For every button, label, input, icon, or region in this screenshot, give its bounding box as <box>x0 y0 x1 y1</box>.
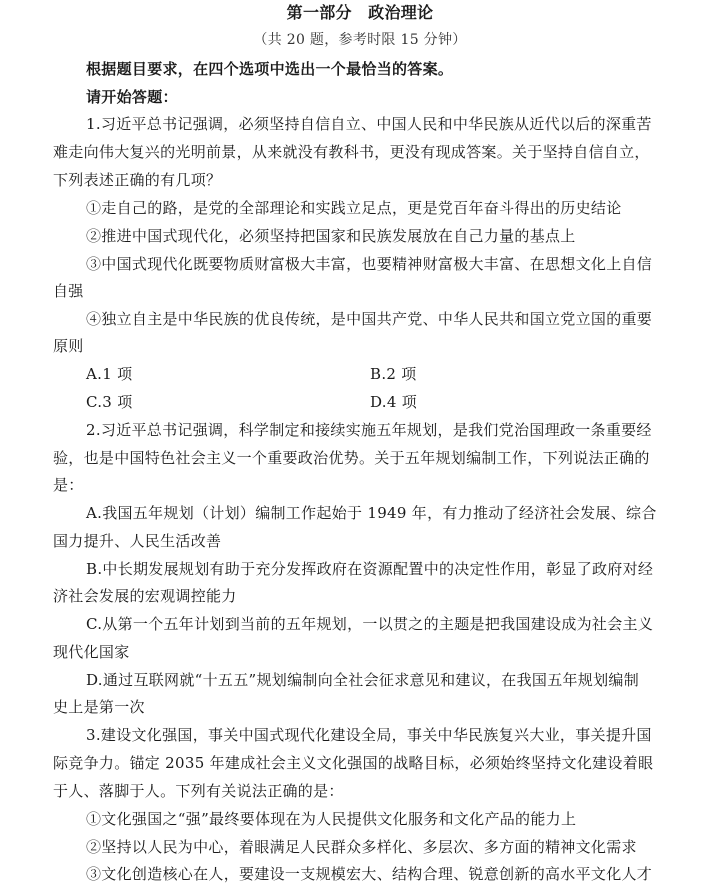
question-1-option-c[interactable]: C.3 项 <box>86 393 133 411</box>
question-1-stem-line: 1.习近平总书记强调，必须坚持自信自立、中国人民和中华民族从近代以后的深重苦 <box>86 115 652 133</box>
question-2-stem-line: 2.习近平总书记强调，科学制定和接续实施五年规划，是我们党治国理政一条重要经 <box>86 421 652 439</box>
question-2-option-d-cont[interactable]: 史上是第一次 <box>53 698 145 716</box>
question-1-statement-2: ②推进中国式现代化，必须坚持把国家和民族发展放在自己力量的基点上 <box>86 227 576 245</box>
question-1-statement-4: ④独立自主是中华民族的优良传统，是中国共产党、中华人民共和国立党立国的重要 <box>86 310 653 328</box>
start-prompt: 请开始答题： <box>86 88 178 106</box>
question-1-option-a[interactable]: A.1 项 <box>86 365 133 383</box>
section-subtitle: （共 20 题，参考时限 15 分钟） <box>253 32 467 48</box>
question-1-statement-1: ①走自己的路，是党的全部理论和实践立足点，更是党百年奋斗得出的历史结论 <box>86 199 622 217</box>
question-3-statement-2: ②坚持以人民为中心，着眼满足人民群众多样化、多层次、多方面的精神文化需求 <box>86 838 637 856</box>
question-3-stem-line: 于人、落脚于人。下列有关说法正确的是： <box>53 782 344 800</box>
question-1-stem-line: 下列表述正确的有几项？ <box>53 171 222 189</box>
question-3-stem-line: 3.建设文化强国，事关中国式现代化建设全局，事关中华民族复兴大业，事关提升国 <box>86 726 652 744</box>
question-2-option-b-cont[interactable]: 济社会发展的宏观调控能力 <box>53 587 237 605</box>
question-1-stem-line: 难走向伟大复兴的光明前景，从来就没有教科书，更没有现成答案。关于坚持自信自立， <box>53 143 650 161</box>
question-2-option-b[interactable]: B.中长期发展规划有助于充分发挥政府在资源配置中的决定性作用，彰显了政府对经 <box>86 560 654 578</box>
question-1-option-b[interactable]: B.2 项 <box>370 365 417 383</box>
question-3-stem-line: 际竞争力。锚定 2035 年建成社会主义文化强国的战略目标，必须始终坚持文化建设着眼 <box>53 754 654 772</box>
question-2-option-d[interactable]: D.通过互联网就“十五五”规划编制向全社会征求意见和建议，在我国五年规划编制 <box>86 671 639 689</box>
question-2-option-a-cont[interactable]: 国力提升、人民生活改善 <box>53 532 222 550</box>
question-2-stem-line: 是： <box>53 476 84 494</box>
question-1-statement-3: ③中国式现代化既要物质财富极大丰富，也要精神财富极大丰富、在思想文化上自信 <box>86 255 653 273</box>
question-2-option-c[interactable]: C.从第一个五年计划到当前的五年规划，一以贯之的主题是把我国建设成为社会主义 <box>86 615 654 633</box>
instruction-text: 根据题目要求，在四个选项中选出一个最恰当的答案。 <box>86 60 454 78</box>
question-2-option-a[interactable]: A.我国五年规划（计划）编制工作起始于 1949 年，有力推动了经济社会发展、综合 <box>86 504 657 522</box>
question-2-option-c-cont[interactable]: 现代化国家 <box>53 643 130 661</box>
question-1-statement-4-cont: 原则 <box>53 337 84 355</box>
question-1-option-d[interactable]: D.4 项 <box>370 393 418 411</box>
question-2-stem-line: 验，也是中国特色社会主义一个重要政治优势。关于五年规划编制工作，下列说法正确的 <box>53 449 650 467</box>
question-3-statement-1: ①文化强国之“强”最终要体现在为人民提供文化服务和文化产品的能力上 <box>86 810 577 828</box>
question-1-statement-3-cont: 自强 <box>53 282 84 300</box>
question-3-statement-3: ③文化创造核心在人，要建设一支规模宏大、结构合理、锐意创新的高水平文化人才 <box>86 865 653 883</box>
section-title: 第一部分 政治理论 <box>286 3 434 22</box>
